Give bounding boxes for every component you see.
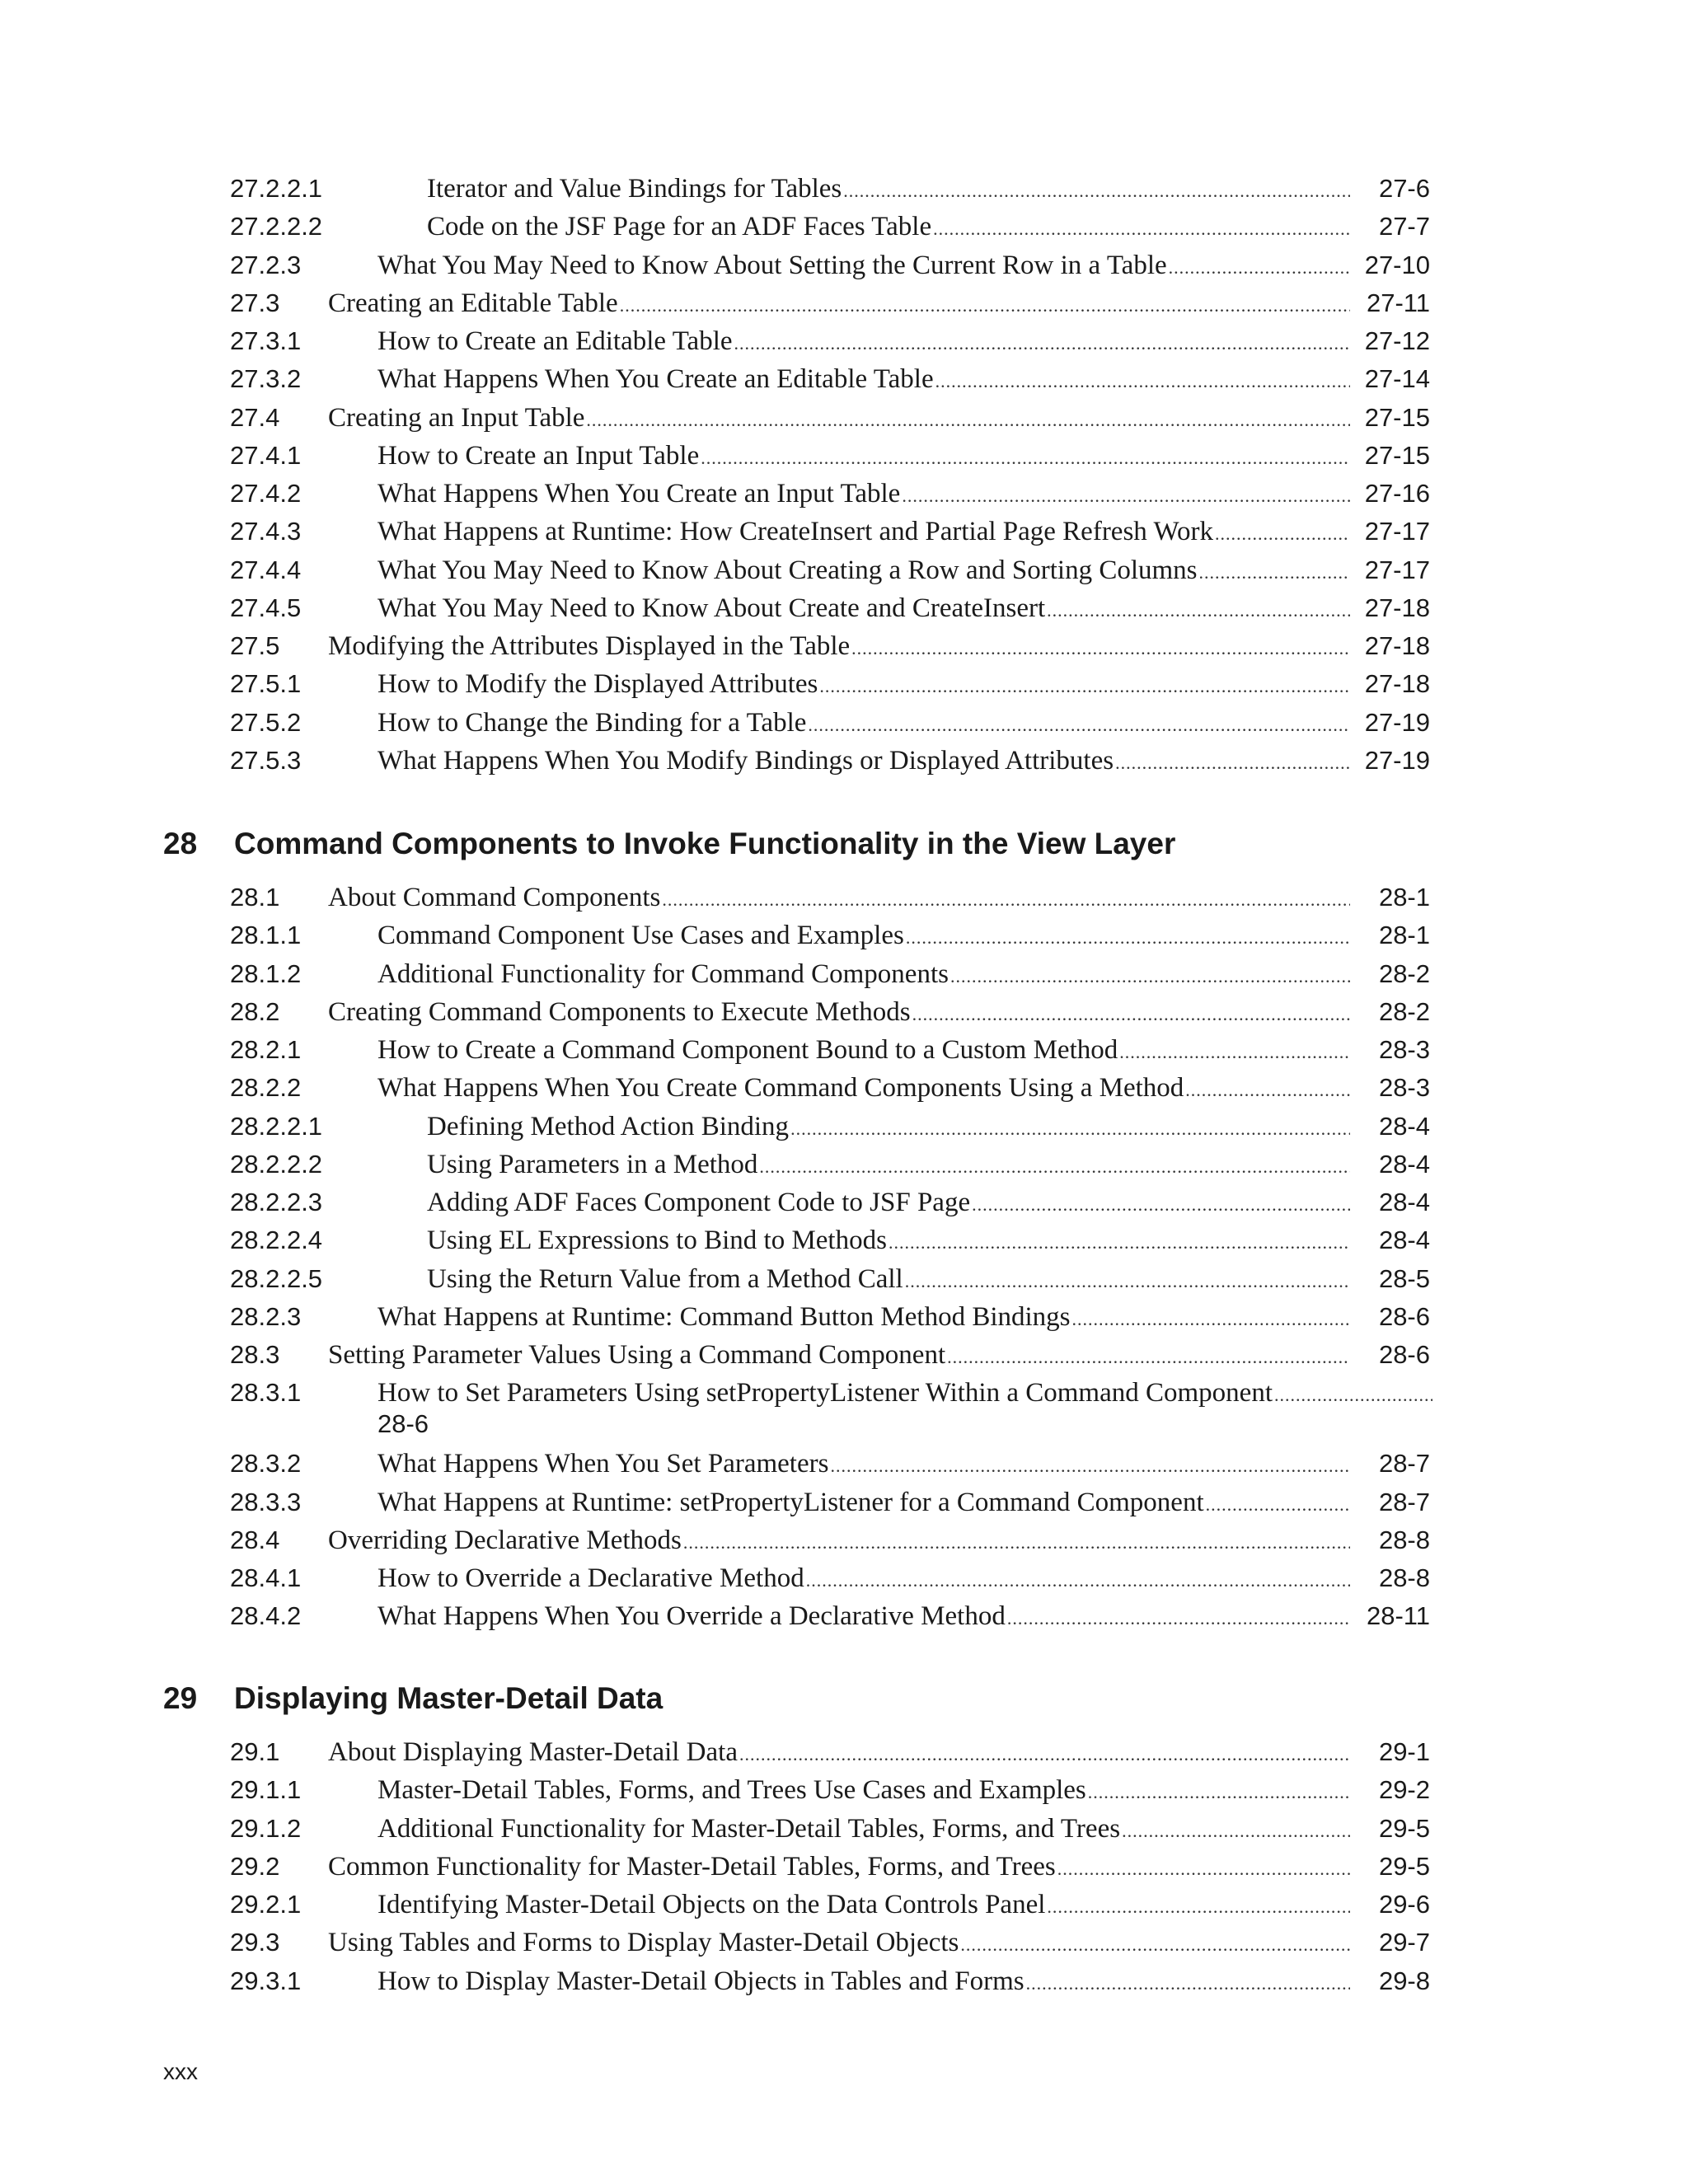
entry-title-with-leader [377, 513, 1350, 553]
entry-number: 27.2.2.2 [230, 212, 323, 241]
entry-number: 28.3 [230, 1340, 280, 1369]
entry-page-number: 27-17 [1364, 555, 1430, 584]
entry-page-number: 28-6 [1378, 1340, 1430, 1369]
entry-number: 28.2.1 [230, 1035, 302, 1064]
entry-number: 27.5.1 [230, 669, 302, 699]
dot-leader [905, 1263, 1350, 1301]
entry-title: What You May Need to Know About Create and CreateInsert [377, 593, 1046, 623]
dot-leader [933, 210, 1350, 248]
dot-leader [912, 996, 1350, 1033]
toc-entry[interactable] [0, 1848, 1688, 1886]
dot-leader [906, 919, 1350, 957]
entry-title: What You May Need to Know About Setting the Current Row in a Table [377, 250, 1167, 280]
toc-entry[interactable] [0, 1886, 1688, 1924]
entry-title-with-leader [427, 1146, 1350, 1186]
entry-title: How to Create an Editable Table [377, 326, 733, 356]
entry-page-number: 28-6 [1378, 1301, 1430, 1331]
entry-number: 27.5.3 [230, 745, 302, 775]
entry-title-with-leader [377, 1771, 1350, 1811]
entry-title-with-leader [377, 246, 1350, 287]
entry-page-number: 28-5 [1378, 1263, 1430, 1293]
toc-entry[interactable] [0, 1146, 1688, 1183]
toc-entry[interactable] [0, 513, 1688, 551]
entry-title-with-leader [328, 879, 1350, 919]
toc-entry[interactable] [0, 1733, 1688, 1771]
dot-leader [851, 630, 1350, 668]
toc-entry[interactable] [0, 437, 1688, 475]
entry-title: What Happens When You Override a Declarative Method [377, 1601, 1006, 1632]
entry-number: 28.3.2 [230, 1449, 302, 1479]
chapter-number: 29 [163, 1681, 198, 1715]
entry-page-number: 27-19 [1364, 745, 1430, 775]
entry-title: Creating Command Components to Execute Methods [328, 996, 911, 1027]
entry-title: Master-Detail Tables, Forms, and Trees Use Cases and Examples [377, 1775, 1086, 1806]
entry-number: 29.2.1 [230, 1890, 302, 1919]
toc-entry[interactable] [0, 993, 1688, 1031]
dot-leader [972, 1186, 1350, 1224]
entry-title: What Happens When You Set Parameters [377, 1449, 829, 1479]
toc-entry[interactable] [0, 916, 1688, 954]
toc-entry[interactable] [0, 284, 1688, 322]
entry-number: 27.5.2 [230, 707, 302, 737]
toc-entry[interactable] [0, 1810, 1688, 1848]
entry-title-with-leader [377, 1298, 1350, 1338]
toc-entry[interactable] [0, 665, 1688, 703]
entry-title-with-leader [377, 916, 1350, 957]
entry-number: 29.1.1 [230, 1775, 302, 1805]
entry-title-with-leader [377, 360, 1350, 401]
entry-number: 28.2.2.4 [230, 1226, 323, 1255]
entry-title-with-leader [377, 1597, 1350, 1638]
entry-number: 28.4 [230, 1525, 280, 1554]
entry-number: 29.1 [230, 1737, 280, 1766]
entry-title-with-leader [328, 1733, 1350, 1774]
entry-title-with-leader [377, 475, 1350, 515]
entry-page-number: 28-1 [1378, 883, 1430, 912]
entry-page-number: 27-7 [1378, 212, 1430, 241]
toc-entry[interactable] [0, 246, 1688, 284]
entry-title: Command Component Use Cases and Examples [377, 921, 904, 951]
toc-entry[interactable] [0, 1559, 1688, 1597]
dot-leader [1057, 1850, 1350, 1888]
entry-page-number: 28-7 [1378, 1449, 1430, 1479]
entry-title-with-leader [427, 1108, 1350, 1148]
entry-page-number: 27-17 [1364, 517, 1430, 546]
dot-leader [830, 1447, 1350, 1485]
entry-title: Defining Method Action Binding [427, 1111, 790, 1141]
dot-leader [1206, 1486, 1350, 1524]
toc-entry[interactable] [0, 1924, 1688, 1961]
entry-page-number: 28-4 [1378, 1111, 1430, 1141]
dot-leader [808, 706, 1350, 744]
entry-title: How to Create an Input Table [377, 440, 700, 471]
entry-title-with-leader [377, 1374, 1432, 1412]
entry-page-number: 28-3 [1378, 1035, 1430, 1064]
entry-title: Additional Functionality for Master-Detail Tables, Forms, and Trees [377, 1813, 1121, 1844]
entry-page-number: 27-18 [1364, 631, 1430, 660]
dot-leader [1185, 1071, 1350, 1109]
entry-page-number: 27-12 [1364, 326, 1430, 355]
entry-title: Code on the JSF Page for an ADF Faces Table [427, 212, 932, 242]
toc-entry[interactable] [0, 1108, 1688, 1146]
entry-page-number: 27-19 [1364, 707, 1430, 737]
entry-number: 27.4 [230, 402, 280, 432]
dot-leader [1072, 1301, 1350, 1338]
entry-page-number: 29-5 [1378, 1851, 1430, 1881]
toc-entry[interactable] [0, 360, 1688, 398]
entry-title: How to Change the Binding for a Table [377, 707, 807, 738]
entry-title: How to Modify the Displayed Attributes [377, 669, 818, 700]
entry-title-with-leader [377, 437, 1350, 477]
entry-title-with-leader [427, 1260, 1350, 1301]
dot-leader [701, 439, 1350, 477]
chapter-title: Command Components to Invoke Functionality in the View Layer [234, 827, 1176, 860]
entry-page-number: 29-8 [1378, 1966, 1430, 1995]
entry-title-with-leader [427, 1183, 1350, 1224]
toc-entry[interactable] [0, 1183, 1688, 1221]
dot-leader [739, 1736, 1350, 1774]
entry-title-with-leader [377, 1886, 1350, 1926]
entry-page-number: 28-2 [1378, 958, 1430, 988]
entry-number: 27.4.5 [230, 593, 302, 622]
chapter-number: 28 [163, 827, 198, 860]
chapter-28-heading [0, 821, 1688, 867]
entry-page-number: 29-6 [1378, 1890, 1430, 1919]
entry-page-number: 27-14 [1364, 364, 1430, 394]
entry-page-number: 28-2 [1378, 996, 1430, 1026]
entry-title-with-leader [377, 551, 1350, 592]
entry-number: 28.2.2.3 [230, 1188, 323, 1216]
entry-title: Using Tables and Forms to Display Master-Detail Objects [328, 1928, 959, 1958]
entry-title: Modifying the Attributes Displayed in the Table [328, 631, 851, 661]
entry-title-with-leader [427, 208, 1350, 248]
dot-leader [806, 1562, 1350, 1600]
entry-page-number: 27-18 [1364, 593, 1430, 622]
toc-entry[interactable] [0, 1521, 1688, 1559]
page-folio: xxx [163, 2059, 198, 2084]
dot-leader [1088, 1774, 1350, 1811]
entry-title: What Happens When You Create an Input Table [377, 479, 901, 509]
toc-entry[interactable] [0, 1374, 1688, 1445]
entry-title-with-leader [328, 1336, 1350, 1376]
dot-leader [683, 1524, 1350, 1562]
entry-page-number: 28-11 [1367, 1601, 1430, 1631]
entry-title-with-leader [377, 1483, 1350, 1524]
entry-title-with-leader [377, 1031, 1350, 1071]
dot-leader [960, 1926, 1350, 1964]
chapter-29-heading [0, 1675, 1688, 1722]
dot-leader [1199, 554, 1350, 592]
dot-leader [950, 958, 1350, 996]
entry-title: How to Display Master-Detail Objects in Tables and Forms [377, 1966, 1025, 1996]
entry-title-with-leader [377, 322, 1350, 363]
entry-title: What Happens When You Create an Editable Table [377, 364, 934, 395]
entry-number: 28.2.3 [230, 1301, 302, 1331]
entry-page-number: 27-18 [1364, 669, 1430, 699]
dot-leader [889, 1224, 1350, 1262]
entry-page-number: 28-8 [1378, 1525, 1430, 1554]
entry-page-number: 29-2 [1378, 1775, 1430, 1805]
dot-leader [947, 1338, 1350, 1376]
entry-title: About Displaying Master-Detail Data [328, 1737, 738, 1767]
toc-entry[interactable] [0, 742, 1688, 780]
entry-title: What Happens at Runtime: Command Button Method Bindings [377, 1301, 1071, 1332]
dot-leader [843, 172, 1350, 210]
entry-title-with-leader [377, 589, 1350, 630]
entry-number: 29.1.2 [230, 1813, 302, 1843]
entry-title: What Happens at Runtime: How CreateInsert and Partial Page Refresh Work [377, 517, 1213, 547]
dot-leader [902, 477, 1350, 515]
toc-entry[interactable] [0, 1962, 1688, 2000]
dot-leader [1215, 515, 1350, 553]
toc-entry[interactable] [0, 704, 1688, 742]
entry-number: 27.2.2.1 [230, 174, 323, 203]
dot-leader [662, 881, 1350, 919]
entry-title: Creating an Editable Table [328, 288, 618, 318]
entry-page-number: 27-15 [1364, 402, 1430, 432]
toc-entry[interactable] [0, 551, 1688, 589]
entry-number: 27.5 [230, 631, 280, 660]
entry-page-number: 28-8 [1378, 1563, 1430, 1592]
entry-number: 28.2.2.5 [230, 1263, 323, 1293]
dot-leader [935, 363, 1350, 401]
toc-entry[interactable] [0, 879, 1688, 916]
entry-number: 28.1 [230, 883, 280, 912]
dot-leader [1115, 744, 1350, 782]
toc-entry[interactable] [0, 1260, 1688, 1298]
entry-number: 28.1.1 [230, 921, 302, 950]
entry-number: 28.3.3 [230, 1487, 302, 1516]
entry-title-with-leader [427, 1221, 1350, 1262]
entry-title-with-leader [377, 955, 1350, 996]
entry-page-number: 28-4 [1378, 1226, 1430, 1255]
toc-entry[interactable] [0, 1445, 1688, 1483]
entry-title: Overriding Declarative Methods [328, 1525, 682, 1555]
entry-title-with-leader [377, 1069, 1350, 1109]
entry-number: 28.1.2 [230, 958, 302, 988]
dot-leader [1026, 1965, 1350, 2003]
entry-title-with-leader [328, 1924, 1350, 1964]
toc-entry[interactable] [0, 170, 1688, 208]
entry-number: 29.2 [230, 1851, 280, 1881]
dot-leader [586, 401, 1350, 439]
entry-page-number: 27-11 [1367, 288, 1430, 317]
entry-title: What Happens When You Create Command Components Using a Method [377, 1073, 1184, 1104]
entry-title-with-leader [328, 627, 1350, 668]
entry-title-with-leader [328, 993, 1350, 1033]
toc-entry[interactable] [0, 1221, 1688, 1259]
entry-title: Adding ADF Faces Component Code to JSF Page [427, 1188, 971, 1217]
dot-leader [1047, 1888, 1350, 1926]
entry-title-with-leader [377, 704, 1350, 744]
toc-entry[interactable] [0, 1771, 1688, 1809]
entry-page-number: 29-1 [1378, 1737, 1430, 1766]
entry-title-with-leader [377, 1962, 1350, 2003]
toc-entry[interactable] [0, 1597, 1688, 1635]
entry-title: Additional Functionality for Command Components [377, 958, 949, 989]
entry-title-with-leader [328, 284, 1350, 325]
entry-number: 27.4.3 [230, 517, 302, 546]
entry-page-number: 29-5 [1378, 1813, 1430, 1843]
entry-number: 28.2.2.1 [230, 1111, 323, 1141]
dot-leader [1047, 592, 1350, 630]
entry-page-number: 28-3 [1378, 1073, 1430, 1103]
toc-entry[interactable] [0, 1298, 1688, 1336]
toc-entry[interactable] [0, 1031, 1688, 1069]
dot-leader [790, 1110, 1350, 1148]
entry-title-with-leader [377, 742, 1350, 782]
toc-entry[interactable] [0, 955, 1688, 993]
entry-number: 29.3.1 [230, 1966, 302, 1995]
entry-title-with-leader [377, 1445, 1350, 1485]
entry-number: 28.2.2 [230, 1073, 302, 1103]
entry-title: Using the Return Value from a Method Call [427, 1263, 903, 1294]
entry-title: About Command Components [328, 883, 661, 912]
entry-title: Creating an Input Table [328, 402, 585, 433]
dot-leader [759, 1148, 1350, 1186]
entry-page-number: 28-7 [1378, 1487, 1430, 1516]
entry-page-number: 27-15 [1364, 440, 1430, 470]
entry-title-with-leader [377, 1810, 1350, 1850]
entry-page-number: 28-4 [1378, 1149, 1430, 1179]
entry-number: 27.2.3 [230, 250, 302, 279]
toc-entry[interactable] [0, 322, 1688, 360]
entry-title: Iterator and Value Bindings for Tables [427, 174, 842, 204]
entry-title: What You May Need to Know About Creating a Row and Sorting Columns [377, 555, 1198, 585]
toc-entry[interactable] [0, 589, 1688, 627]
entry-title: Using Parameters in a Method [427, 1149, 758, 1179]
entry-title: How to Override a Declarative Method [377, 1563, 804, 1593]
dot-leader [734, 325, 1350, 363]
entry-title: What Happens When You Modify Bindings or Displayed Attributes [377, 745, 1114, 776]
toc-entry[interactable] [0, 1069, 1688, 1107]
entry-title-with-leader [427, 170, 1350, 210]
entry-page-number: 28-1 [1378, 921, 1430, 950]
entry-page-number: 28-4 [1378, 1188, 1430, 1216]
entry-number: 28.4.2 [230, 1601, 302, 1631]
entry-page-number: 27-10 [1364, 250, 1430, 279]
entry-number: 28.2.2.2 [230, 1149, 323, 1179]
entry-number: 29.3 [230, 1928, 280, 1957]
entry-page-number: 27-6 [1378, 174, 1430, 203]
entry-title: What Happens at Runtime: setPropertyListener for a Command Component [377, 1487, 1204, 1517]
entry-number: 28.2 [230, 996, 280, 1026]
dot-leader [1274, 1376, 1432, 1412]
entry-title: Common Functionality for Master-Detail Tables, Forms, and Trees [328, 1851, 1056, 1882]
chapter-title: Displaying Master-Detail Data [234, 1681, 663, 1715]
toc-entry[interactable] [0, 475, 1688, 513]
toc-entry[interactable] [0, 399, 1688, 437]
toc-entry[interactable] [0, 1336, 1688, 1374]
dot-leader [1122, 1812, 1350, 1850]
toc-entry[interactable] [0, 208, 1688, 246]
entry-title-with-leader [328, 399, 1350, 439]
entry-number: 27.4.2 [230, 479, 302, 508]
entry-title: Setting Parameter Values Using a Command Component [328, 1340, 946, 1370]
entry-number: 27.4.4 [230, 555, 302, 584]
entry-title-with-leader [377, 1559, 1350, 1600]
entry-number: 27.4.1 [230, 440, 302, 470]
entry-title: Identifying Master-Detail Objects on the Data Controls Panel [377, 1890, 1046, 1919]
entry-title-with-leader [328, 1521, 1350, 1562]
entry-number: 28.4.1 [230, 1563, 302, 1592]
dot-leader [1169, 249, 1350, 287]
dot-leader [620, 287, 1350, 325]
entry-title-with-leader [328, 1848, 1350, 1888]
entry-number: 28.3.1 [230, 1378, 302, 1408]
entry-title: How to Set Parameters Using setPropertyListener Within a Command Component [377, 1378, 1273, 1408]
entry-number: 27.3 [230, 288, 280, 317]
entry-page-number: 27-16 [1364, 479, 1430, 508]
dot-leader [1119, 1033, 1350, 1071]
entry-title: Using EL Expressions to Bind to Methods [427, 1226, 887, 1256]
entry-page-number: 28-6 [377, 1409, 429, 1439]
entry-number: 27.3.1 [230, 326, 302, 355]
toc-entry[interactable] [0, 1483, 1688, 1521]
toc-entry[interactable] [0, 627, 1688, 665]
entry-page-number: 29-7 [1378, 1928, 1430, 1957]
entry-number: 27.3.2 [230, 364, 302, 394]
entry-title: How to Create a Command Component Bound to a Custom Method [377, 1035, 1118, 1065]
entry-title-with-leader [377, 665, 1350, 705]
dot-leader [819, 668, 1350, 705]
dot-leader [1007, 1600, 1350, 1638]
